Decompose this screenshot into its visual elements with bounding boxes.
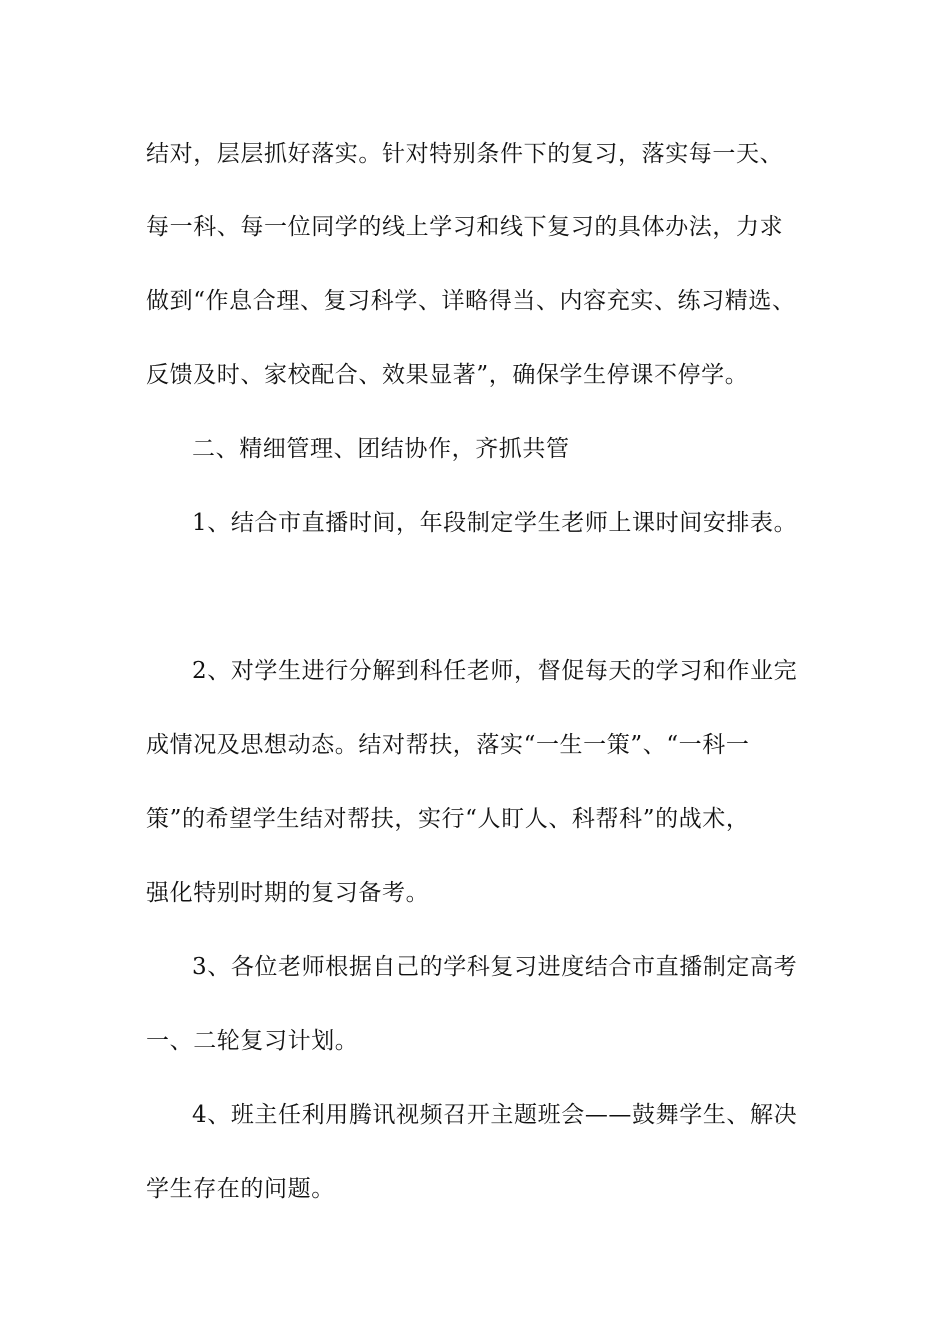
paragraph-line: 学生存在的问题。 xyxy=(146,1176,335,1202)
paragraph-line: 1、结合市直播时间，年段制定学生老师上课时间安排表。 xyxy=(192,510,798,536)
paragraph-line: 每一科、每一位同学的线上学习和线下复习的具体办法，力求 xyxy=(146,214,784,240)
paragraph-line: 做到“作息合理、复习科学、详略得当、内容充实、练习精选、 xyxy=(146,288,796,314)
paragraph-line: 3、各位老师根据自己的学科复习进度结合市直播制定高考 xyxy=(192,954,798,980)
paragraph-line: 反馈及时、家校配合、效果显著”，确保学生停课不停学。 xyxy=(146,362,749,388)
paragraph-line: 一、二轮复习计划。 xyxy=(146,1028,359,1054)
paragraph-line: 策”的希望学生结对帮扶，实行“人盯人、科帮科”的战术， xyxy=(146,806,750,832)
paragraph-line: 成情况及思想动态。结对帮扶，落实“一生一策”、“一科一 xyxy=(146,732,750,758)
paragraph-line: 4、班主任利用腾讯视频召开主题班会——鼓舞学生、解决 xyxy=(192,1102,798,1128)
paragraph-line: 结对，层层抓好落实。针对特别条件下的复习，落实每一天、 xyxy=(146,141,784,167)
paragraph-line: 2、对学生进行分解到科任老师，督促每天的学习和作业完 xyxy=(192,658,798,684)
paragraph-line: 强化特别时期的复习备考。 xyxy=(146,880,430,906)
section-heading: 二、精细管理、团结协作，齐抓共管 xyxy=(192,436,570,462)
